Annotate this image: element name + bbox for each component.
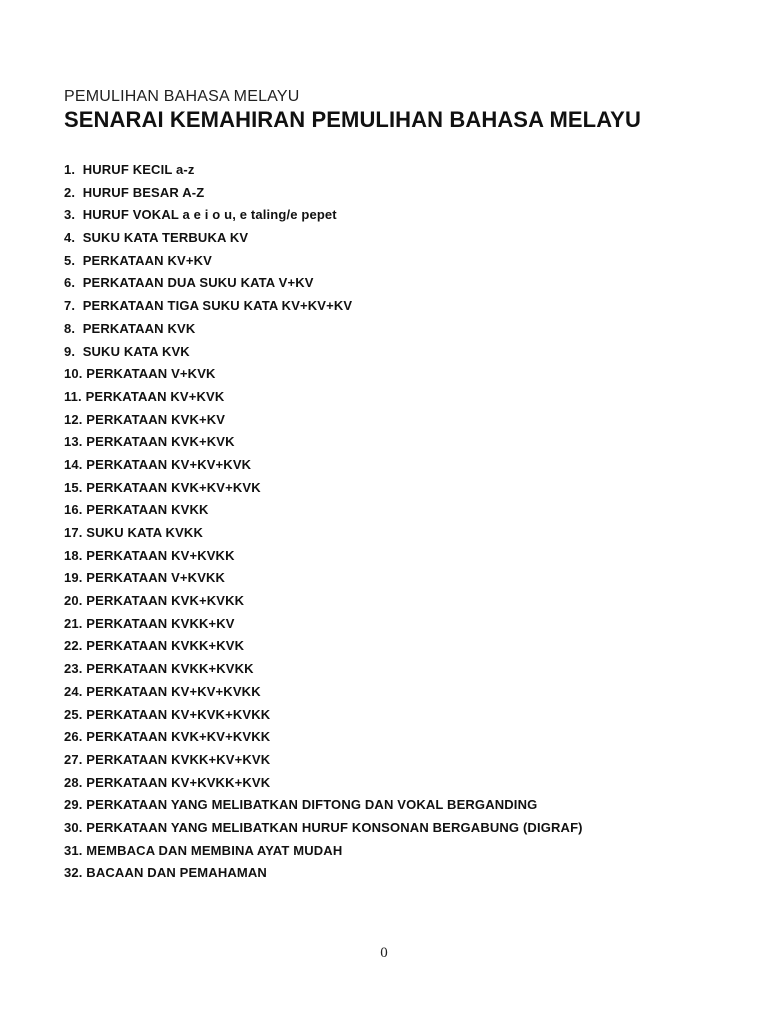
- list-item: [64, 567, 583, 590]
- list-item-text: MEMBACA DAN MEMBINA AYAT MUDAH: [86, 842, 343, 858]
- list-item-number: 14.: [64, 456, 83, 472]
- list-item: [64, 590, 583, 613]
- list-item-number: 12.: [64, 411, 83, 427]
- list-item-text: PERKATAAN KVK+KVKK: [86, 593, 245, 609]
- list-item-text: HURUF KECIL a-z: [82, 162, 195, 177]
- list-item: [64, 704, 583, 727]
- list-item-text: PERKATAAN YANG MELIBATKAN HURUF KONSONAN BERGABUNG (DIGRAF): [86, 819, 583, 835]
- list-item-number: 11.: [64, 388, 82, 404]
- list-item: [64, 794, 583, 817]
- list-item-number: 7.: [64, 298, 76, 314]
- list-item-number: 23.: [64, 661, 83, 677]
- list-item: [64, 454, 583, 477]
- list-item-number: 21.: [64, 615, 83, 631]
- list-item: [64, 204, 583, 227]
- list-item-number: 3.: [64, 207, 76, 223]
- list-item-text: PERKATAAN KVK: [82, 320, 196, 336]
- list-item-text: PERKATAAN KV+KVKK+KVK: [86, 774, 271, 790]
- list-item-text: PERKATAAN KVKK: [86, 502, 209, 518]
- list-item: [64, 386, 583, 409]
- list-item-number: 32.: [64, 865, 83, 881]
- list-item: [64, 409, 583, 432]
- list-item-text: PERKATAAN KV+KVK+KVKK: [86, 706, 271, 722]
- list-item-text: PERKATAAN TIGA SUKU KATA KV+KV+KV: [82, 298, 353, 314]
- list-item-text: PERKATAAN YANG MELIBATKAN DIFTONG DAN VOKAL BERGANDING: [86, 797, 538, 813]
- list-item: [64, 840, 583, 863]
- list-item: [64, 862, 583, 885]
- list-item: [64, 227, 583, 250]
- list-item-text: PERKATAAN DUA SUKU KATA V+KV: [82, 275, 314, 291]
- document-subtitle: PEMULIHAN BAHASA MELAYU: [64, 88, 300, 105]
- list-item-number: 5.: [64, 252, 76, 268]
- list-item-number: 4.: [64, 230, 76, 246]
- list-item: [64, 681, 583, 704]
- document-title: SENARAI KEMAHIRAN PEMULIHAN BAHASA MELAYU: [64, 107, 641, 132]
- list-item-number: 17.: [64, 525, 83, 540]
- list-item-number: 10.: [64, 366, 83, 382]
- list-item-text: PERKATAAN KVK+KVK: [86, 434, 235, 450]
- list-item-number: 24.: [64, 683, 83, 699]
- list-item: [64, 477, 583, 500]
- skill-list: [64, 159, 583, 885]
- list-item-number: 13.: [64, 434, 83, 450]
- list-item: [64, 545, 583, 568]
- list-item-number: 18.: [64, 547, 83, 563]
- list-item: [64, 250, 583, 273]
- list-item: [64, 431, 583, 454]
- list-item-text: SUKU KATA KVK: [82, 343, 190, 359]
- list-item-text: PERKATAAN KV+KVKK: [86, 547, 235, 563]
- list-item-number: 31.: [64, 842, 83, 858]
- list-item-text: PERKATAAN KVK+KV: [86, 411, 226, 427]
- list-item-number: 28.: [64, 774, 83, 790]
- list-item-text: PERKATAAN KV+KV: [82, 252, 212, 268]
- list-item-text: PERKATAAN KVKK+KV: [86, 615, 235, 631]
- list-item-text: PERKATAAN KVK+KV+KVK: [86, 479, 261, 495]
- list-item-number: 2.: [64, 184, 76, 200]
- list-item-text: PERKATAAN KV+KV+KVK: [86, 456, 252, 472]
- list-item-number: 20.: [64, 593, 83, 609]
- list-item-text: HURUF BESAR A-Z: [82, 184, 205, 200]
- list-item: [64, 749, 583, 772]
- list-item: [64, 658, 583, 681]
- list-item-text: PERKATAAN KV+KVK: [85, 388, 225, 404]
- list-item-number: 30.: [64, 819, 83, 835]
- list-item: [64, 613, 583, 636]
- list-item-number: 6.: [64, 275, 76, 291]
- list-item-number: 9.: [64, 343, 76, 359]
- list-item-text: PERKATAAN KVKK+KV+KVK: [86, 751, 271, 767]
- list-item: [64, 341, 583, 364]
- list-item-text: BACAAN DAN PEMAHAMAN: [86, 865, 267, 881]
- list-item-text: PERKATAAN KVKK+KVK: [86, 638, 245, 654]
- list-item: [64, 272, 583, 295]
- list-item-text: SUKU KATA KVKK: [86, 525, 203, 540]
- list-item-number: 26.: [64, 729, 83, 745]
- list-item-text: PERKATAAN V+KVK: [86, 366, 216, 382]
- list-item: [64, 182, 583, 205]
- list-item: [64, 363, 583, 386]
- list-item-text: HURUF VOKAL a e i o u, e taling/e pepet: [82, 207, 337, 223]
- list-item-number: 8.: [64, 320, 76, 336]
- list-item-number: 16.: [64, 502, 83, 518]
- list-item-number: 1.: [64, 162, 76, 177]
- list-item: [64, 295, 583, 318]
- list-item-text: PERKATAAN KVKK+KVKK: [86, 661, 254, 677]
- list-item-number: 29.: [64, 797, 83, 813]
- list-item: [64, 726, 583, 749]
- list-item: [64, 635, 583, 658]
- list-item-number: 22.: [64, 638, 83, 654]
- list-item: [64, 318, 583, 341]
- list-item-text: PERKATAAN KV+KV+KVKK: [86, 683, 261, 699]
- list-item-text: PERKATAAN V+KVKK: [86, 570, 226, 586]
- list-item: [64, 817, 583, 840]
- page-number: 0: [380, 945, 388, 961]
- list-item-text: SUKU KATA TERBUKA KV: [82, 230, 249, 246]
- list-item-number: 25.: [64, 706, 83, 722]
- list-item-text: PERKATAAN KVK+KV+KVKK: [86, 729, 271, 745]
- list-item-number: 27.: [64, 751, 83, 767]
- list-item: [64, 522, 583, 545]
- list-item-number: 15.: [64, 479, 83, 495]
- list-item: [64, 499, 583, 522]
- list-item: [64, 159, 583, 182]
- list-item: [64, 772, 583, 795]
- list-item-number: 19.: [64, 570, 83, 586]
